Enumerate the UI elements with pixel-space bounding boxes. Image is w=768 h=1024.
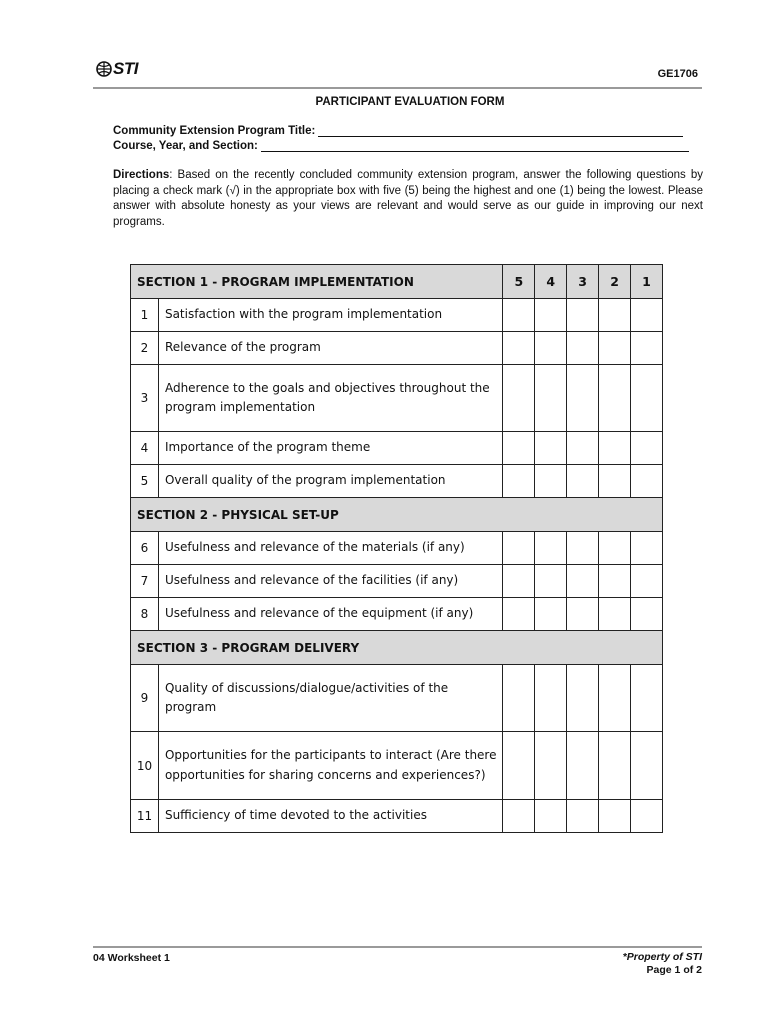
evaluation-table: [130, 264, 663, 833]
item-number: 9: [131, 665, 159, 732]
rating-box-1[interactable]: [631, 800, 663, 833]
program-title-label: Community Extension Program Title:: [113, 125, 316, 137]
rating-box-5[interactable]: [503, 365, 535, 432]
item-question: Quality of discussions/dialogue/activities of the program: [158, 665, 502, 732]
score-header-4: 4: [535, 265, 567, 299]
rating-box-3[interactable]: [567, 732, 599, 800]
rating-box-3[interactable]: [567, 665, 599, 732]
item-number: 5: [131, 465, 159, 498]
rating-box-5[interactable]: [503, 665, 535, 732]
item-question: Adherence to the goals and objectives throughout the program implementation: [158, 365, 502, 432]
rating-box-4[interactable]: [535, 598, 567, 631]
sti-logo: [96, 59, 138, 79]
table-row: [131, 665, 663, 732]
rating-box-1[interactable]: [631, 732, 663, 800]
rating-box-5[interactable]: [503, 565, 535, 598]
rating-box-2[interactable]: [599, 732, 631, 800]
directions: [113, 168, 703, 230]
rating-box-1[interactable]: [631, 299, 663, 332]
score-header-5: 5: [503, 265, 535, 299]
item-question: Overall quality of the program implementation: [158, 465, 502, 498]
rating-box-1[interactable]: [631, 365, 663, 432]
rating-box-3[interactable]: [567, 465, 599, 498]
directions-label: Directions: [113, 169, 170, 181]
rating-box-1[interactable]: [631, 532, 663, 565]
item-question: Satisfaction with the program implementation: [158, 299, 502, 332]
section-header-row: [131, 265, 663, 299]
rating-box-1[interactable]: [631, 598, 663, 631]
directions-text: : Based on the recently concluded community extension program, answer the following questions by placing a check mark (√) in the appropriate box with five (5) being the highest and one (1) being the lowest. Please answer with absolute honesty as your views are relevant and would serve as our guide in improving our next programs.: [113, 169, 703, 228]
rating-box-3[interactable]: [567, 565, 599, 598]
rating-box-4[interactable]: [535, 732, 567, 800]
item-number: 1: [131, 299, 159, 332]
form-title: PARTICIPANT EVALUATION FORM: [315, 96, 505, 108]
score-header-1: 1: [631, 265, 663, 299]
rating-box-5[interactable]: [503, 299, 535, 332]
item-number: 4: [131, 432, 159, 465]
rating-box-3[interactable]: [567, 299, 599, 332]
table-row: [131, 332, 663, 365]
section-title: SECTION 1 - PROGRAM IMPLEMENTATION: [131, 265, 503, 299]
rating-box-3[interactable]: [567, 432, 599, 465]
rating-box-4[interactable]: [535, 532, 567, 565]
section-header-row: [131, 631, 663, 665]
rating-box-5[interactable]: [503, 465, 535, 498]
rating-box-4[interactable]: [535, 800, 567, 833]
rating-box-4[interactable]: [535, 565, 567, 598]
item-number: 7: [131, 565, 159, 598]
rating-box-3[interactable]: [567, 365, 599, 432]
table-row: [131, 432, 663, 465]
worksheet-label: 04 Worksheet 1: [93, 952, 170, 964]
rating-box-1[interactable]: [631, 465, 663, 498]
rating-box-2[interactable]: [599, 532, 631, 565]
item-question: Relevance of the program: [158, 332, 502, 365]
rating-box-1[interactable]: [631, 665, 663, 732]
rating-box-2[interactable]: [599, 800, 631, 833]
rating-box-3[interactable]: [567, 332, 599, 365]
score-header-2: 2: [599, 265, 631, 299]
item-question: Usefulness and relevance of the materials (if any): [158, 532, 502, 565]
rating-box-2[interactable]: [599, 598, 631, 631]
logo-text: STI: [113, 59, 138, 78]
rating-box-4[interactable]: [535, 332, 567, 365]
rating-box-5[interactable]: [503, 332, 535, 365]
item-question: Usefulness and relevance of the equipment (if any): [158, 598, 502, 631]
table-row: [131, 365, 663, 432]
item-number: 10: [131, 732, 159, 800]
section-header-row: [131, 498, 663, 532]
table-row: [131, 565, 663, 598]
footer-right: [623, 951, 702, 977]
rating-box-2[interactable]: [599, 299, 631, 332]
section-title: SECTION 3 - PROGRAM DELIVERY: [131, 631, 663, 665]
rating-box-2[interactable]: [599, 465, 631, 498]
rating-box-5[interactable]: [503, 598, 535, 631]
rating-box-1[interactable]: [631, 432, 663, 465]
rating-box-4[interactable]: [535, 665, 567, 732]
rating-box-4[interactable]: [535, 432, 567, 465]
table-row: [131, 465, 663, 498]
rating-box-2[interactable]: [599, 365, 631, 432]
globe-icon: [96, 61, 112, 77]
footer-divider: [93, 946, 702, 948]
program-title-blank[interactable]: [318, 125, 683, 137]
rating-box-2[interactable]: [599, 332, 631, 365]
rating-box-1[interactable]: [631, 332, 663, 365]
table-row: [131, 532, 663, 565]
item-question: Sufficiency of time devoted to the activities: [158, 800, 502, 833]
rating-box-3[interactable]: [567, 800, 599, 833]
property-notice: *Property of STI: [622, 951, 702, 963]
course-field: [113, 140, 689, 152]
rating-box-3[interactable]: [567, 532, 599, 565]
rating-box-2[interactable]: [599, 432, 631, 465]
header-divider: [93, 87, 702, 89]
rating-box-3[interactable]: [567, 598, 599, 631]
rating-box-5[interactable]: [503, 532, 535, 565]
table-row: [131, 732, 663, 800]
rating-box-4[interactable]: [535, 299, 567, 332]
item-question: Opportunities for the participants to interact (Are there opportunities for sharing concerns and experiences?): [158, 732, 502, 800]
course-blank[interactable]: [261, 140, 689, 152]
item-number: 3: [131, 365, 159, 432]
item-number: 2: [131, 332, 159, 365]
table-row: [131, 598, 663, 631]
rating-box-5[interactable]: [503, 732, 535, 800]
rating-box-4[interactable]: [535, 365, 567, 432]
rating-box-5[interactable]: [503, 800, 535, 833]
score-header-3: 3: [567, 265, 599, 299]
rating-box-4[interactable]: [535, 465, 567, 498]
rating-box-2[interactable]: [599, 665, 631, 732]
table-row: [131, 800, 663, 833]
item-question: Importance of the program theme: [158, 432, 502, 465]
item-number: 6: [131, 532, 159, 565]
rating-box-5[interactable]: [503, 432, 535, 465]
page-number: Page 1 of 2: [646, 964, 702, 976]
program-title-field: [113, 125, 683, 137]
course-label: Course, Year, and Section:: [113, 140, 258, 152]
table-row: [131, 299, 663, 332]
document-code: GE1706: [657, 68, 698, 80]
rating-box-2[interactable]: [599, 565, 631, 598]
rating-box-1[interactable]: [631, 565, 663, 598]
section-title: SECTION 2 - PHYSICAL SET-UP: [131, 498, 663, 532]
item-number: 11: [131, 800, 159, 833]
item-question: Usefulness and relevance of the facilities (if any): [158, 565, 502, 598]
item-number: 8: [131, 598, 159, 631]
